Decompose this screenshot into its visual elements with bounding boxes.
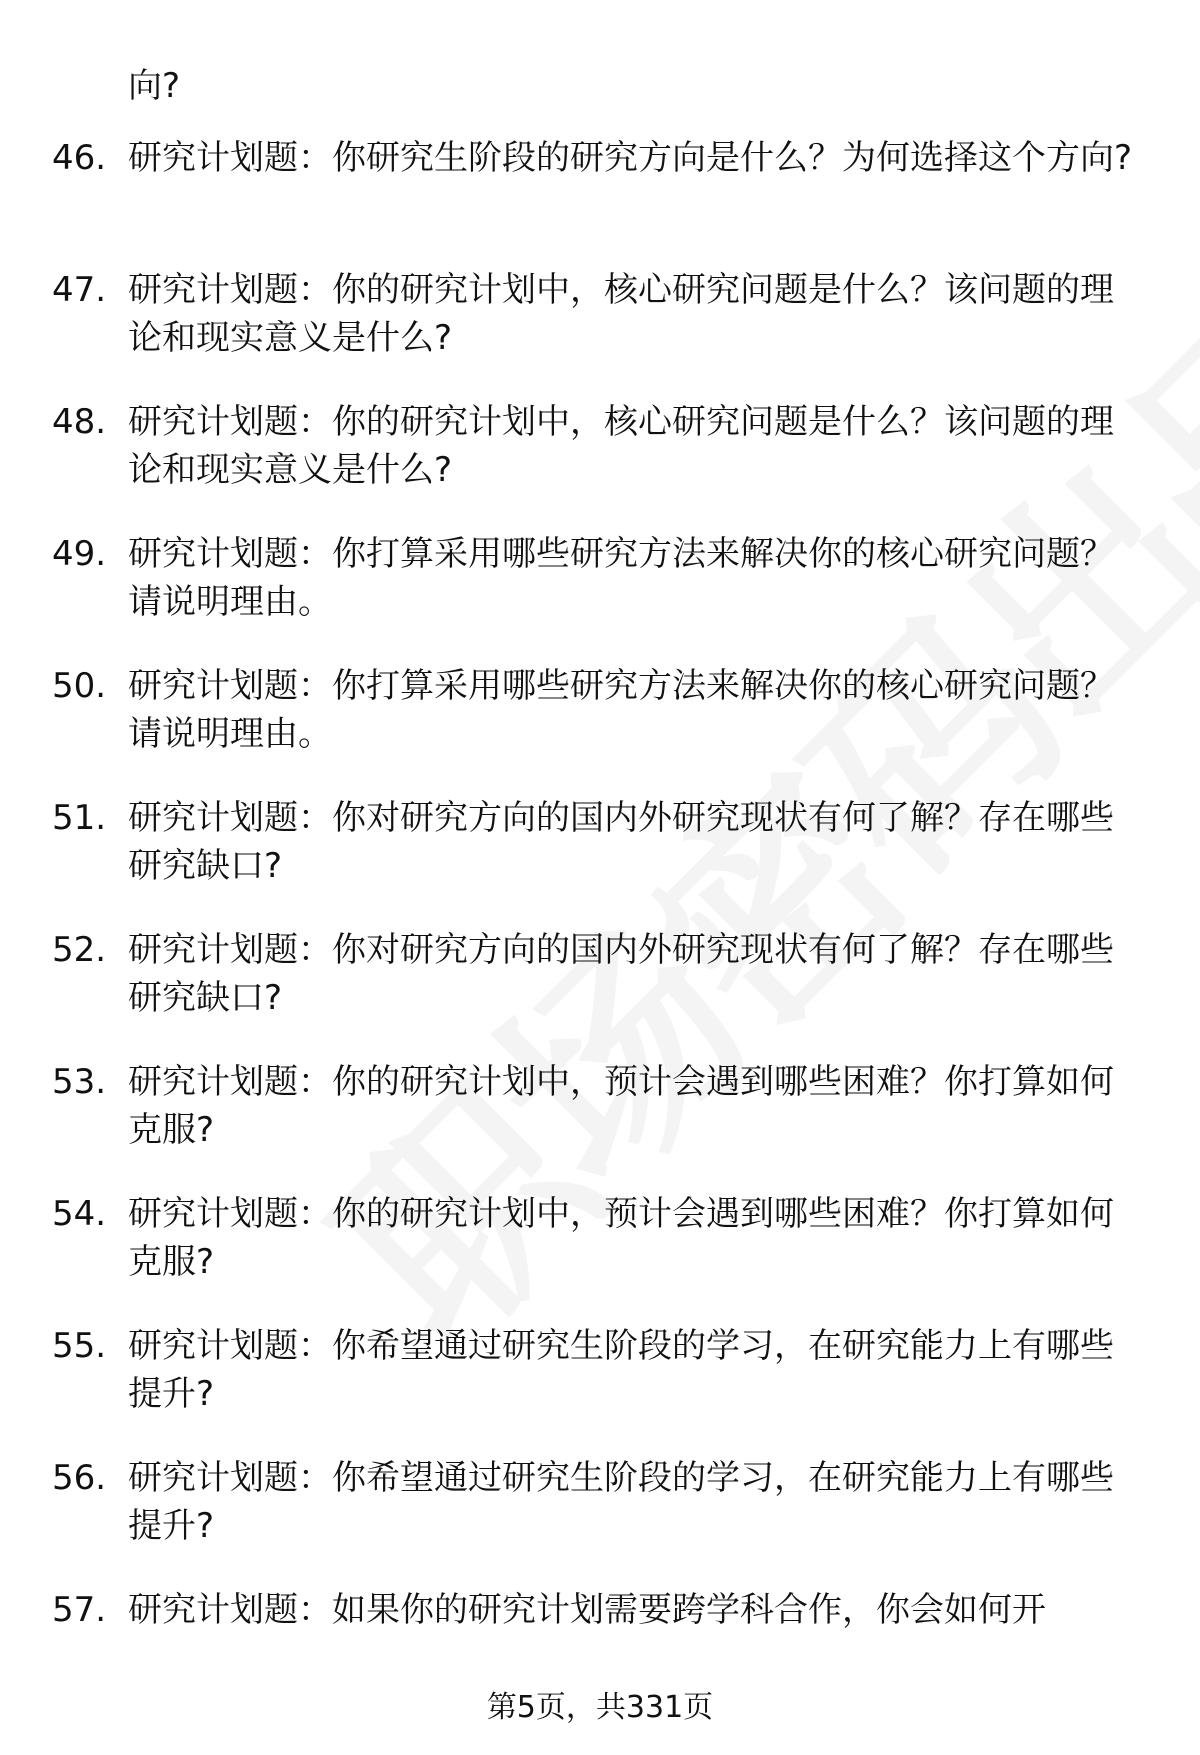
item-number: 49.: [52, 534, 107, 574]
item-number: 51.: [52, 798, 107, 838]
item-text: 研究计划题：如果你的研究计划需要跨学科合作，你会如何开: [128, 1590, 1046, 1630]
item-text: 研究计划题：你的研究计划中，预计会遇到哪些困难？你打算如何克服?: [128, 1194, 1114, 1282]
item-number: 46.: [52, 138, 107, 178]
list-item: [52, 662, 1142, 758]
item-number: 53.: [52, 1062, 107, 1102]
item-number: 52.: [52, 930, 107, 970]
item-text: 研究计划题：你的研究计划中，核心研究问题是什么？该问题的理论和现实意义是什么?: [128, 402, 1114, 490]
item-text: 研究计划题：你的研究计划中，核心研究问题是什么？该问题的理论和现实意义是什么?: [128, 270, 1114, 358]
continuation-text: 向?: [128, 66, 181, 106]
item-number: 50.: [52, 666, 107, 706]
list-item: [52, 134, 1142, 182]
item-number: 55.: [52, 1326, 107, 1366]
item-text: 研究计划题：你打算采用哪些研究方法来解决你的核心研究问题？请说明理由。: [128, 666, 1114, 754]
item-number: 56.: [52, 1458, 107, 1498]
list-item: [52, 398, 1142, 494]
list-item: [52, 1454, 1142, 1550]
item-number: 57.: [52, 1590, 107, 1630]
item-text: 研究计划题：你的研究计划中，预计会遇到哪些困难？你打算如何克服?: [128, 1062, 1114, 1150]
item-text: 研究计划题：你对研究方向的国内外研究现状有何了解？存在哪些研究缺口?: [128, 930, 1114, 1018]
page-footer: 第5页，共331页: [486, 1690, 714, 1725]
item-text: 研究计划题：你研究生阶段的研究方向是什么？为何选择这个方向?: [128, 138, 1133, 178]
item-text: 研究计划题：你打算采用哪些研究方法来解决你的核心研究问题？请说明理由。: [128, 534, 1114, 622]
list-item: [52, 1586, 1142, 1634]
list-item: [52, 266, 1142, 362]
list-item: [52, 794, 1142, 890]
item-number: 54.: [52, 1194, 107, 1234]
list-item: [52, 1190, 1142, 1286]
item-number: 48.: [52, 402, 107, 442]
list-item: [52, 1322, 1142, 1418]
item-number: 47.: [52, 270, 107, 310]
list-item: [52, 1058, 1142, 1154]
list-item: [52, 926, 1142, 1022]
item-text: 研究计划题：你希望通过研究生阶段的学习，在研究能力上有哪些提升?: [128, 1458, 1114, 1546]
list-item: [52, 530, 1142, 626]
item-text: 研究计划题：你希望通过研究生阶段的学习，在研究能力上有哪些提升?: [128, 1326, 1114, 1414]
item-text: 研究计划题：你对研究方向的国内外研究现状有何了解？存在哪些研究缺口?: [128, 798, 1114, 886]
